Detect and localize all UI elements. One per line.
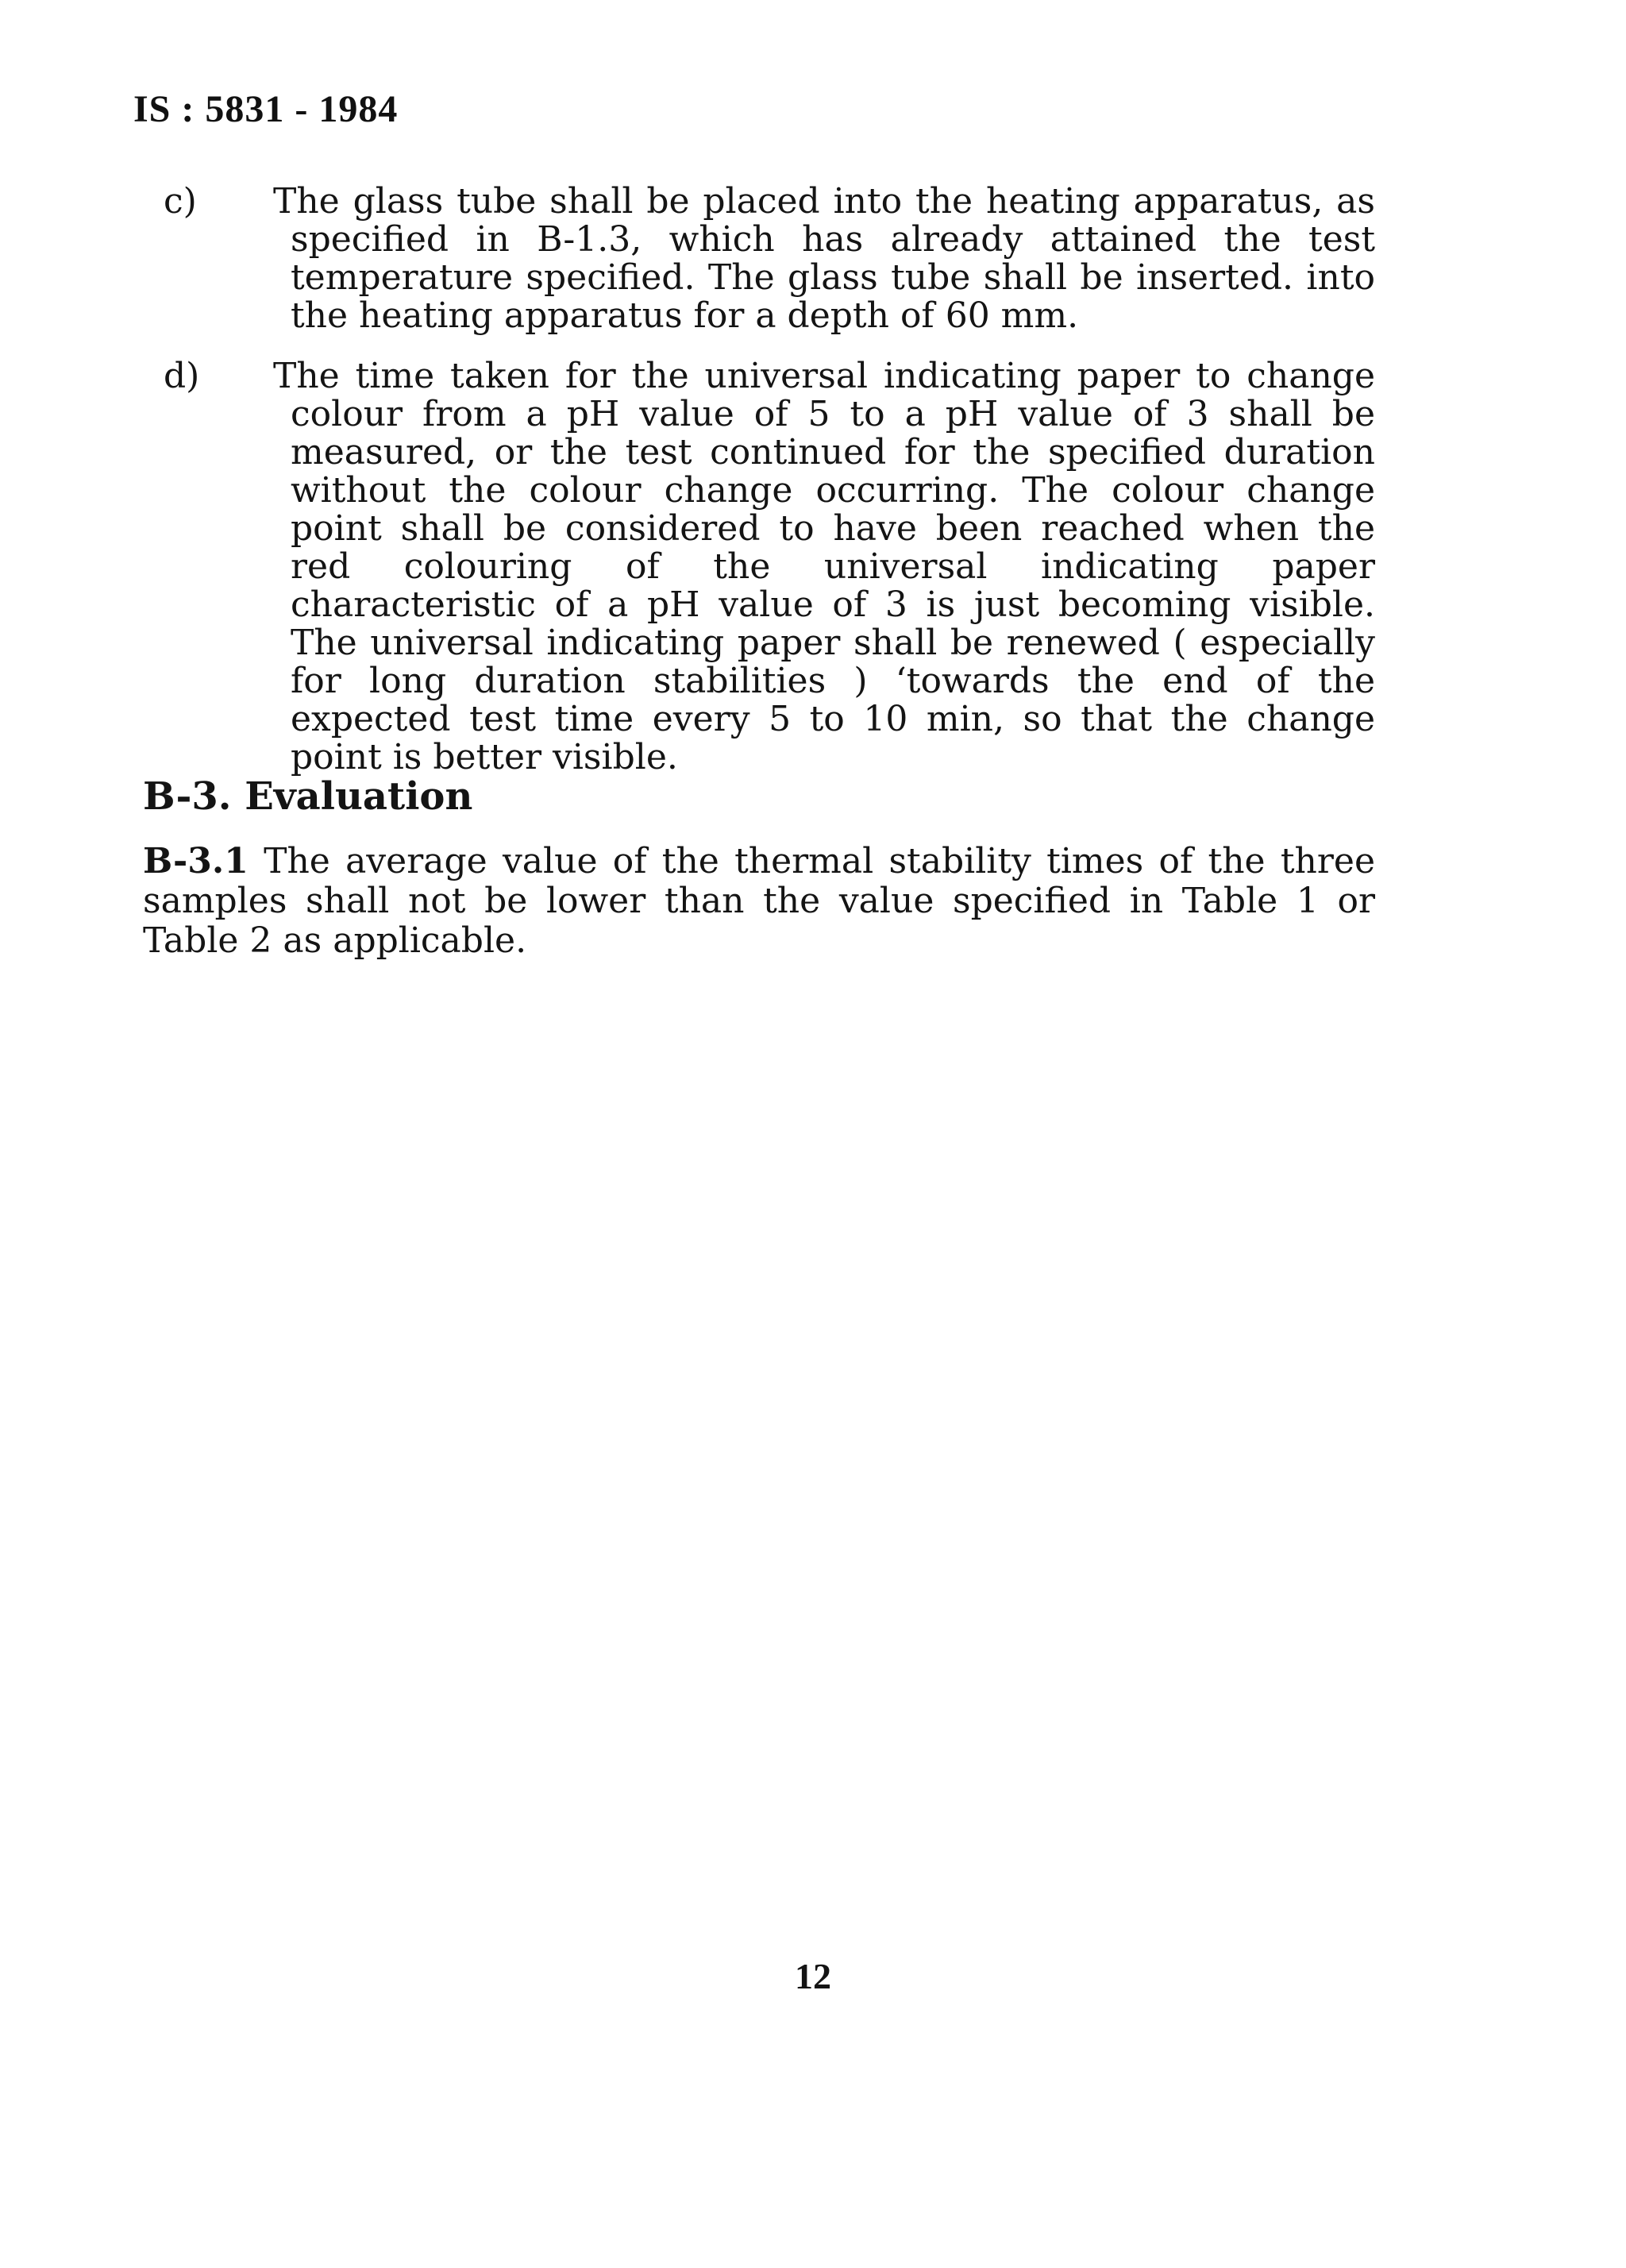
list-item-d-body: The time taken for the universal indicating paper to change colour from a pH value of 5 to a pH value of 3 shall be measured, or the test continued for the specified duration without the colour change occurring. The colour change point shall be considered to have been reached when the red colouring of the universal indicating paper characteristic of a pH value of 3 is just becoming visible. The universal indicating paper shall be renewed ( especially for long duration stabilities ) ‘towards the end of the expected test time every 5 to 10 min, so that the change point is better visible. bbox=[273, 356, 1375, 777]
list-item-c-marker: c) bbox=[164, 181, 197, 222]
clause-number: B-3.1 bbox=[143, 841, 249, 881]
section-heading: B-3. Evaluation bbox=[143, 774, 473, 819]
clause-b-3-1 bbox=[143, 842, 1375, 961]
list-item-c-text bbox=[164, 181, 1375, 336]
list-item-d-text bbox=[164, 356, 1375, 777]
clause-text: The average value of the thermal stability times of the three samples shall not be lower than the value specified in Table 1 or Table 2 as applicable. bbox=[143, 841, 1375, 961]
standard-code-header: IS : 5831 - 1984 bbox=[133, 88, 399, 130]
list-item-d-marker: d) bbox=[164, 356, 200, 396]
page-number: 12 bbox=[795, 1956, 831, 1996]
list-item-c bbox=[164, 181, 1375, 336]
list-item-d bbox=[164, 356, 1375, 777]
list-item-c-body: The glass tube shall be placed into the heating apparatus, as specified in B-1.3, which has already attained the test temperature specified. The glass tube shall be inserted. into the heating apparatus for a depth of 60 mm. bbox=[273, 181, 1375, 336]
